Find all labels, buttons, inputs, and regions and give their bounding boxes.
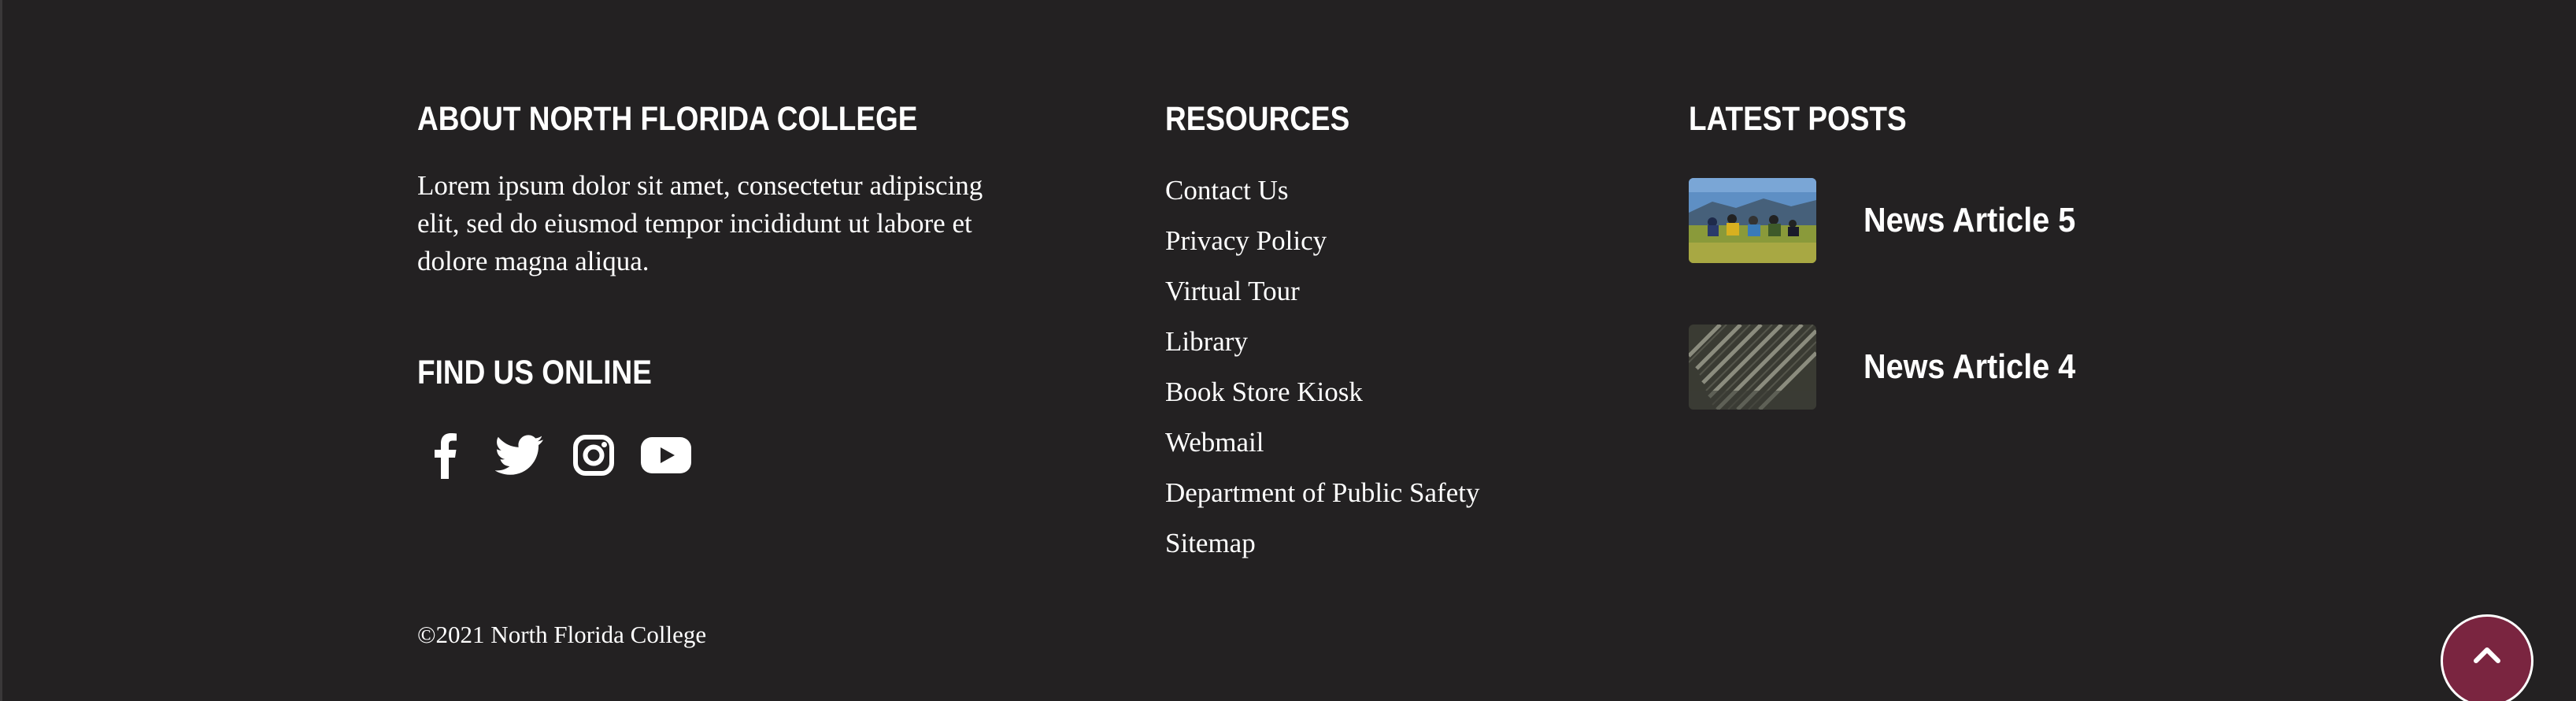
- resource-link-public-safety[interactable]: Department of Public Safety: [1165, 477, 1480, 508]
- list-item: [1165, 266, 1479, 317]
- about-text: Lorem ipsum dolor sit amet, consectetur adipiscing elit, sed do eiusmod tempor incididunt ut labore et dolore magna aliqua.: [417, 170, 983, 276]
- back-to-top-button[interactable]: [2441, 614, 2533, 701]
- list-item: [1165, 417, 1479, 468]
- resource-link-privacy-policy[interactable]: Privacy Policy: [1165, 225, 1327, 256]
- social-links: [417, 427, 691, 484]
- resource-link-library[interactable]: Library: [1165, 326, 1248, 357]
- list-item: [1165, 216, 1479, 266]
- resource-link-book-store-kiosk[interactable]: Book Store Kiosk: [1165, 376, 1363, 407]
- post-item[interactable]: [1689, 178, 2099, 263]
- resource-link-webmail[interactable]: Webmail: [1165, 427, 1264, 458]
- page-left-edge: [0, 0, 2, 701]
- instagram-icon[interactable]: [572, 427, 616, 484]
- resource-link-contact-us[interactable]: Contact Us: [1165, 175, 1289, 206]
- resource-link-virtual-tour[interactable]: Virtual Tour: [1165, 276, 1300, 306]
- list-item: [1165, 367, 1479, 417]
- twitter-icon[interactable]: [494, 427, 545, 484]
- resources-list: [1165, 165, 1479, 569]
- youtube-icon[interactable]: [641, 427, 691, 484]
- post-item[interactable]: [1689, 325, 2099, 410]
- about-heading: ABOUT NORTH FLORIDA COLLEGE: [417, 100, 918, 138]
- chevron-up-icon: [2473, 645, 2501, 664]
- facebook-icon[interactable]: [431, 427, 460, 484]
- list-item: [1165, 317, 1479, 367]
- post-thumbnail[interactable]: [1689, 325, 1816, 410]
- post-title[interactable]: News Article 4: [1864, 347, 2076, 386]
- resources-heading: RESOURCES: [1165, 100, 1350, 138]
- list-item: [1165, 165, 1479, 216]
- post-title[interactable]: News Article 5: [1864, 201, 2076, 239]
- post-thumbnail[interactable]: [1689, 178, 1816, 263]
- list-item: [1165, 468, 1479, 518]
- find-us-heading: FIND US ONLINE: [417, 354, 652, 391]
- copyright-text: ©2021 North Florida College: [417, 621, 707, 648]
- latest-posts-heading: LATEST POSTS: [1689, 100, 1907, 138]
- resource-link-sitemap[interactable]: Sitemap: [1165, 528, 1256, 558]
- list-item: [1165, 518, 1479, 569]
